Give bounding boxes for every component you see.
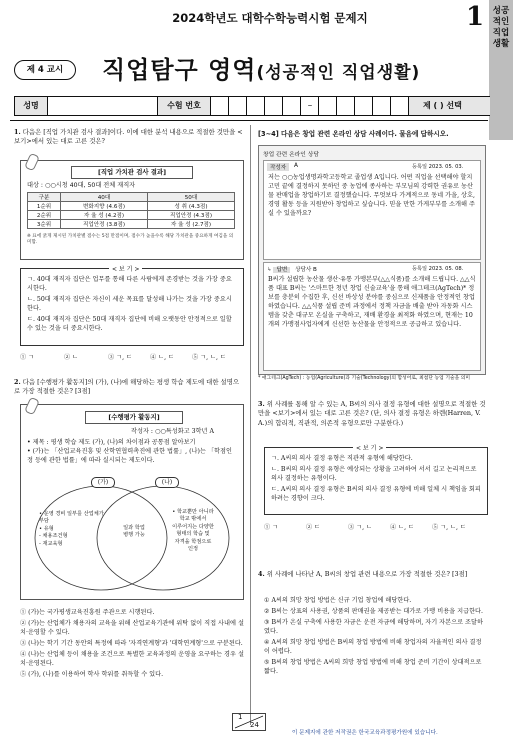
- choice-option[interactable]: ④ (나)는 산업체 등이 채용을 조건으로 특별한 교육과정의 운영을 요구하는 경우 설치·운영된다.: [20, 651, 244, 667]
- question-text: 위 사례를 통해 알 수 있는 A, B씨의 의사 결정 유형에 대한 설명으로 적절한 것만을 <보기>에서 있는 대로 고른 것은? (단, 의사 결정 유형은 하렌(Harren, V. A.)의 합리적, 직관적, 의존적 유형으로만 구분한다.): [258, 400, 486, 427]
- choice-option[interactable]: ② (가)는 산업체가 채용자의 교육을 위해 산업교육기관에 위탁 없이 직접 사내에 설치·운영할 수 있다.: [20, 620, 244, 636]
- info-row: [14, 96, 490, 116]
- post-b: [263, 262, 481, 371]
- choice-option[interactable]: ④ ㄴ, ㄷ: [150, 354, 175, 361]
- exam-no-cell[interactable]: [354, 97, 373, 115]
- card-title: [수행평가 활동지]: [85, 411, 183, 424]
- reply-label: 답변: [273, 267, 290, 273]
- choice-box[interactable]: [408, 97, 490, 115]
- venn-middle-text: [117, 525, 151, 540]
- question-number: 1.: [14, 128, 21, 136]
- venn-line: 인정: [187, 546, 199, 553]
- table-cell: 1순위: [28, 202, 61, 211]
- choice-option[interactable]: ② B씨는 상표의 사용권, 상품의 판매권을 제공받는 대가로 가맹 비용을 지급한다.: [264, 608, 483, 615]
- choice-option[interactable]: ① ㄱ: [20, 354, 35, 361]
- choice-option[interactable]: ② ㄷ: [306, 524, 321, 531]
- page-number: 1: [466, 2, 485, 32]
- table-cell: 3순위: [28, 220, 61, 229]
- q2-choices: [20, 608, 246, 679]
- bogi-item: ㄷ. A씨의 의사 결정 유형은 B씨의 의사 결정 유형에 비해 일체 시 책임을 회피하려는 경향이 크다.: [271, 486, 481, 502]
- choice-option[interactable]: ⑤ (가), (나)를 이용하여 학사 학위를 취득할 수 있다.: [20, 671, 164, 678]
- venn-line: - 재교육형: [39, 540, 63, 547]
- choice-option[interactable]: ④ A씨의 희망 창업 방법은 B씨의 창업 방법에 비해 창업자의 자율적인 의사 결정이 어렵다.: [264, 639, 482, 655]
- reply-date: 등록일 2023. 05. 08.: [412, 266, 464, 272]
- venn-left-text: [39, 511, 109, 548]
- venn-line: • 운영 경비 일부를 산업체가 부담: [39, 511, 104, 525]
- consult-board: [258, 145, 486, 375]
- choice-option[interactable]: ④ ㄴ, ㄷ: [390, 524, 415, 531]
- venn-line: 학교 밖에서: [179, 516, 207, 523]
- writer-label: 작성자: [267, 163, 289, 171]
- question-1-stem: [14, 128, 244, 147]
- bogi-item: ㄴ. 50대 재직자 집단은 자신이 세운 목표를 달성해 나가는 것을 가장 중요시한다.: [27, 296, 232, 312]
- board-title: 창업 관련 온라인 상담: [263, 152, 319, 158]
- footer-page: [232, 713, 266, 731]
- exam-no-cell[interactable]: [336, 97, 355, 115]
- footnote: * 애그테크(AgTech) : 농업(Agriculture)과 기술(Technology)의 합성어로, 최첨단 농업 기술을 의미: [258, 376, 471, 381]
- exam-no-label: 수험 번호: [157, 97, 211, 115]
- table-row: [28, 220, 235, 229]
- table-cell: 2순위: [28, 211, 61, 220]
- table-cell: 변화지향 (4.6점): [61, 202, 148, 211]
- card-title: [직업 가치관 검사 결과]: [71, 166, 193, 179]
- question-2-stem: [14, 378, 244, 397]
- question-number: 4.: [258, 570, 265, 578]
- card-item: • (가)는 「산업교육진흥 및 산학연협력촉진에 관한 법률」, (나)는 「학점인정 등에 관한 법률」에 따라 실시되는 제도이다.: [27, 448, 232, 464]
- exam-no-cell[interactable]: [228, 97, 247, 115]
- question-text: 위 사례에 나타난 A, B씨의 창업 관련 내용으로 가장 적절한 것은? [3점]: [266, 570, 468, 578]
- side-tab-label: 성공적인 직업생활: [492, 6, 510, 49]
- subject-main: 직업탐구 영역: [102, 56, 257, 84]
- choice-option[interactable]: ③ B씨가 온실 구축에 사용한 자금은 운전 자금에 해당하며, 자기 자본으로 조달하였다.: [264, 619, 483, 635]
- question-number: 2.: [14, 378, 21, 386]
- card-author: 작성자 : ○○특성화고 3학년 A: [131, 428, 214, 435]
- reply-arrow-icon: ↳: [267, 267, 272, 273]
- question-text: 다음은 [직업 가치관 검사 결과]이다. 이에 대한 분석 내용으로 적절한 것만을 <보기>에서 있는 대로 고른 것은?: [14, 128, 243, 146]
- name-field[interactable]: [47, 97, 158, 115]
- column-divider: [250, 125, 251, 725]
- table-cell: 자 율 성 (2.7점): [148, 220, 235, 229]
- venn-right-label: (나): [155, 477, 179, 488]
- venn-line: 형태의 학습 및: [176, 531, 210, 538]
- bogi-item: ㄴ. B씨의 의사 결정 유형은 예상되는 상황을 고려하여 서서 길고 논리적으로 의사 결정하는 유형이다.: [271, 466, 477, 482]
- bogi-list: [27, 275, 237, 333]
- exam-no-dash: –: [300, 97, 319, 115]
- post-a: [263, 160, 481, 260]
- choice-option[interactable]: ① (가)는 국가평생교육진흥원 주관으로 시행된다.: [20, 609, 155, 616]
- bogi-list: [271, 454, 481, 503]
- venn-line: 이루어지는 다양한: [172, 523, 214, 530]
- q4-choices: [264, 596, 486, 676]
- reply-writer: 상담사 B: [295, 267, 317, 273]
- bogi-item: ㄱ. A씨의 의사 결정 유형은 직관적 유형에 해당한다.: [271, 455, 413, 462]
- choice-option[interactable]: ⑤ ㄱ, ㄴ, ㄷ: [432, 524, 466, 531]
- post-date: 등록일 2023. 05. 03.: [412, 164, 464, 170]
- question-number: 3.: [258, 400, 265, 408]
- table-row: [28, 211, 235, 220]
- table-header: 구분: [28, 193, 61, 202]
- venn-line: 자격을 학점으로: [174, 538, 212, 545]
- table-cell: 자 율 성 (4.2점): [61, 211, 148, 220]
- session-badge: 제 4 교시: [14, 60, 76, 80]
- card-target: 대상 : ○○시청 40대, 50대 전체 재직자: [27, 182, 136, 189]
- exam-no-cell[interactable]: [264, 97, 283, 115]
- q1-result-card: [20, 160, 244, 260]
- exam-no-cell[interactable]: [390, 97, 409, 115]
- reply-header: [267, 265, 317, 273]
- table-header: 50대: [148, 193, 235, 202]
- venn-right-text: [161, 509, 225, 553]
- table-header: 40대: [61, 193, 148, 202]
- venn-left-label: (가): [91, 477, 115, 488]
- exam-no-cell[interactable]: [246, 97, 265, 115]
- choice-option[interactable]: ⑤ ㄱ, ㄴ, ㄷ: [192, 354, 226, 361]
- header-rule: [10, 120, 488, 121]
- bogi-item: ㄷ. 40대 재직자 집단은 50대 재직자 집단에 비해 오랫동안 안정적으로 일할 수 있는 것을 더 중요시한다.: [27, 316, 232, 332]
- table-cell: 직업안정 (4.3점): [148, 211, 235, 220]
- result-table: [27, 192, 235, 229]
- venn-line: - 채용조건형: [39, 533, 68, 540]
- choice-option[interactable]: ③ ㄱ, ㄴ: [348, 524, 373, 531]
- choice-option[interactable]: ⑤ B씨의 창업 방법은 A씨의 희망 창업 방법에 비해 창업 준비 기간이 상대적으로 짧다.: [264, 659, 482, 675]
- reply-body: B씨가 설립한 농산물 생산·유통 가맹본부(△△식품)를 소개해 드립니다. △△식품 대표 B씨는 '스마트한 청년 창업 신술교육'을 통해 애그테크(AgTech)* 정보를 충분히 수집한 후, 신선 바상성 분야를 중심으로 신제품을 안정적인 창업하였습니다. △△식품 설립 준비 과정에서 정책 자금을 배출 받아 자동화 시스템을 갖춘 대규모 온실을 구축하고, 재배 환경을 최적화 하였으며, 현재는 10개의 가맹점사업자에게 신선한 농산물을 안정적으로 공급하고 있습니다.: [268, 276, 476, 328]
- copyright-note: 이 문제지에 관한 저작권은 한국교육과정평가원에 있습니다.: [292, 730, 438, 736]
- exam-no-cell[interactable]: [282, 97, 301, 115]
- card-items: [27, 438, 237, 465]
- card-item: • 제목 : 평생 학습 제도 (가), (나)의 차이점과 공통점 알아보기: [27, 439, 196, 446]
- venn-line: • 학교뿐만 아니라: [172, 509, 214, 515]
- choice-option[interactable]: ③ ㄱ, ㄷ: [108, 354, 133, 361]
- writer-name: A: [294, 163, 298, 169]
- exam-title: 2024학년도 대학수학능력시험 문제지: [172, 11, 368, 25]
- venn-line: • 유형: [39, 525, 54, 532]
- question-text: 다음 [수행평가 활동지]의 (가), (나)에 해당하는 평생 학습 제도에 대한 설명으로 가장 적절한 것은? [3점]: [14, 378, 240, 396]
- table-row: [28, 202, 235, 211]
- exam-no-cell[interactable]: [318, 97, 337, 115]
- name-label: 성명: [15, 97, 48, 115]
- choice-option[interactable]: ① ㄱ: [264, 524, 279, 531]
- subject-sub: (성공적인 직업생활): [256, 63, 421, 83]
- bogi-label: < 보 기 >: [109, 264, 142, 273]
- table-note: ※ 표에 굵게 제시된 가치관별 점수는 5점 만점이며, 점수가 높을수록 해당 가치관을 중요하게 여김을 의미함.: [27, 234, 234, 246]
- q1-bogi-box: [20, 268, 244, 346]
- bogi-item: ㄱ. 40대 재직자 집단은 업무를 통해 다른 사람에게 존경받는 것을 가장 중요시한다.: [27, 276, 232, 292]
- choice-option[interactable]: ② ㄴ: [64, 354, 79, 361]
- exam-no-cell[interactable]: [372, 97, 391, 115]
- exam-no-cell[interactable]: [210, 97, 229, 115]
- question-3-stem: [258, 400, 486, 428]
- choice-option[interactable]: ③ (나)는 학기 기간 동안의 특정에 따라 '자격연계형'과 '대학연계형'으로 구분된다.: [20, 640, 243, 647]
- paperclip-icon: [24, 153, 40, 172]
- question-4-stem: [258, 570, 486, 579]
- table-cell: 직업안정 (3.8점): [61, 220, 148, 229]
- choice-option[interactable]: ① A씨의 희망 창업 방법은 신규 기업 창업에 해당한다.: [264, 597, 412, 604]
- subject-title: [102, 50, 420, 85]
- paperclip-icon: [24, 397, 40, 416]
- post-body: 저는 ○○농업생명과학고등학교 졸업생 A입니다. 어떤 직업을 선택해야 할지 고민 끝에 결정하지 못하던 중 농업에 종사하는 부모님의 강력한 권유로 농산물 판매업을 창업하기로 결정했습니다. 무엇보다 가계적으로 동네 가을, 상호, 경영 활동 등을 지원받아 창업하고 싶습니다. 믿을 만한 가게부부를 소개해 주실 수 있을까요?: [268, 174, 475, 217]
- q2-activity-card: [20, 404, 244, 600]
- venn-line: 일과 학업: [123, 525, 145, 531]
- footer-page-number: 1: [238, 713, 243, 721]
- q34-lead: [3~4] 다음은 창업 관련 온라인 상담 사례이다. 물음에 답하시오.: [258, 130, 449, 138]
- choice-label: 제 ( ) 선택: [423, 101, 462, 110]
- footer-page-total: 24: [250, 721, 259, 729]
- table-cell: 성 취 (4.3점): [148, 202, 235, 211]
- venn-line: 병행 가능: [123, 532, 145, 539]
- bogi-label: < 보 기 >: [353, 443, 386, 452]
- q3-bogi-box: [264, 447, 488, 515]
